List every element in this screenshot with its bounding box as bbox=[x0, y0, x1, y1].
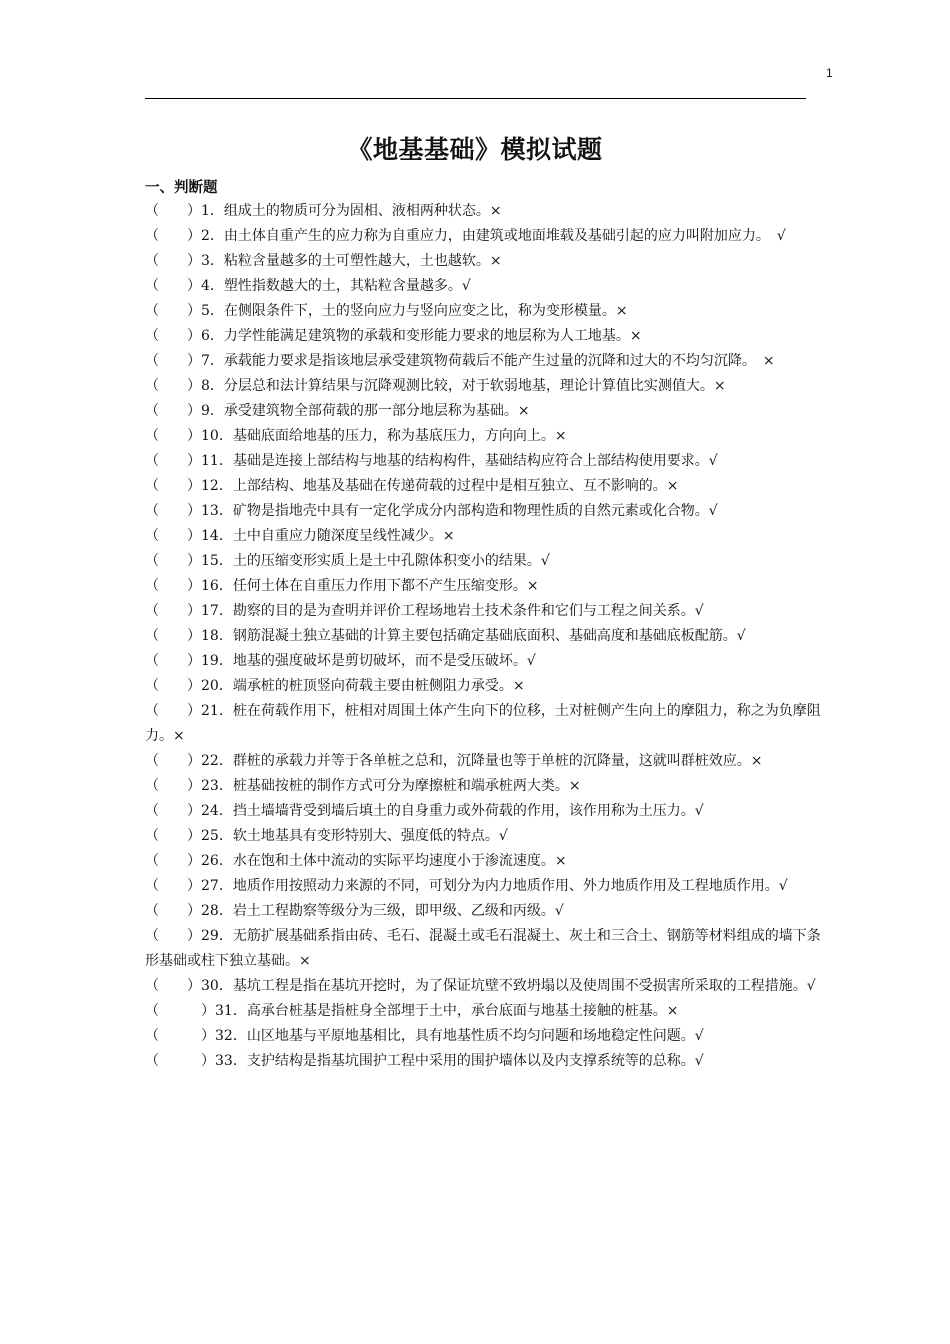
question-item: （ ）30．基坑工程是指在基坑开挖时，为了保证坑壁不致坍塌以及使周围不受损害所采取的工程措施。√ bbox=[145, 978, 816, 994]
question-item: （ ）2．由土体自重产生的应力称为自重应力，由建筑或地面堆载及基础引起的应力叫附加应力。 √ bbox=[145, 228, 786, 244]
question-item: （ ）25．软土地基具有变形特别大、强度低的特点。√ bbox=[145, 828, 508, 844]
question-item: （ ）3．粘粒含量越多的土可塑性越大，土也越软。× bbox=[145, 253, 502, 269]
question-item: （ ）13．矿物是指地壳中具有一定化学成分内部构造和物理性质的自然元素或化合物。√ bbox=[145, 503, 718, 519]
question-item: （ ）8．分层总和法计算结果与沉降观测比较，对于软弱地基，理论计算值比实测值大。× bbox=[145, 378, 726, 394]
question-item: （ ）28．岩土工程勘察等级分为三级，即甲级、乙级和丙级。√ bbox=[145, 903, 564, 919]
question-item: （ ）16．任何土体在自重压力作用下都不产生压缩变形。× bbox=[145, 578, 539, 594]
question-item: （ ）20．端承桩的桩顶竖向荷载主要由桩侧阻力承受。× bbox=[145, 678, 525, 694]
question-item: （ ）7．承载能力要求是指该地层承受建筑物荷载后不能产生过量的沉降和过大的不均匀沉降。 × bbox=[145, 353, 775, 369]
question-item: （ ）14．土中自重应力随深度呈线性减少。× bbox=[145, 528, 455, 544]
question-item: （ ）23．桩基础按桩的制作方式可分为摩擦桩和端承桩两大类。× bbox=[145, 778, 581, 794]
question-item: （ ）31．高承台桩基是指桩身全部埋于土中，承台底面与地基土接触的桩基。× bbox=[145, 1003, 679, 1019]
question-item: （ ）27．地质作用按照动力来源的不同，可划分为内力地质作用、外力地质作用及工程地质作用。√ bbox=[145, 878, 788, 894]
question-item: （ ）19．地基的强度破坏是剪切破坏，而不是受压破坏。√ bbox=[145, 653, 536, 669]
question-item: （ ）9．承受建筑物全部荷载的那一部分地层称为基础。× bbox=[145, 403, 530, 419]
question-item: （ ）17．勘察的目的是为查明并评价工程场地岩土技术条件和它们与工程之间关系。√ bbox=[145, 603, 704, 619]
question-item: （ ）22．群桩的承载力并等于各单桩之总和，沉降量也等于单桩的沉降量，这就叫群桩效应。× bbox=[145, 753, 763, 769]
question-item: （ ）33．支护结构是指基坑围护工程中采用的围护墙体以及内支撑系统等的总称。√ bbox=[145, 1053, 704, 1069]
question-item: （ ）6．力学性能满足建筑物的承载和变形能力要求的地层称为人工地基。× bbox=[145, 328, 642, 344]
question-item: （ ）32．山区地基与平原地基相比，具有地基性质不均匀问题和场地稳定性问题。√ bbox=[145, 1028, 704, 1044]
question-item: （ ）15．土的压缩变形实质上是土中孔隙体积变小的结果。√ bbox=[145, 553, 550, 569]
question-item: （ ）5．在侧限条件下，土的竖向应力与竖向应变之比，称为变形模量。× bbox=[145, 303, 628, 319]
question-item: （ ）10．基础底面给地基的压力，称为基底压力，方向向上。× bbox=[145, 428, 567, 444]
header-rule bbox=[145, 98, 806, 99]
question-item: （ ）1．组成土的物质可分为固相、液相两种状态。× bbox=[145, 203, 502, 219]
question-item: （ ）29．无筋扩展基础系指由砖、毛石、混凝土或毛石混凝土、灰土和三合土、钢筋等材料组成的墙下条形基础或柱下独立基础。× bbox=[145, 928, 821, 969]
question-list bbox=[145, 199, 823, 1074]
question-item: （ ）24．挡土墙墙背受到墙后填土的自身重力或外荷载的作用，该作用称为土压力。√ bbox=[145, 803, 704, 819]
question-item: （ ）18．钢筋混凝土独立基础的计算主要包括确定基础底面积、基础高度和基础底板配筋。√ bbox=[145, 628, 746, 644]
question-item: （ ）4．塑性指数越大的土，其粘粒含量越多。√ bbox=[145, 278, 471, 294]
question-item: （ ）11．基础是连接上部结构与地基的结构构件，基础结构应符合上部结构使用要求。√ bbox=[145, 453, 718, 469]
question-item: （ ）26．水在饱和土体中流动的实际平均速度小于渗流速度。× bbox=[145, 853, 567, 869]
question-item: （ ）12．上部结构、地基及基础在传递荷载的过程中是相互独立、互不影响的。× bbox=[145, 478, 679, 494]
page-number: 1 bbox=[826, 66, 833, 80]
document-title: 《地基基础》模拟试题 bbox=[347, 135, 603, 164]
section-heading: 一、判断题 bbox=[145, 180, 218, 196]
question-item: （ ）21．桩在荷载作用下，桩相对周围土体产生向下的位移，土对桩侧产生向上的摩阻力，称之为负摩阻力。× bbox=[145, 703, 821, 744]
